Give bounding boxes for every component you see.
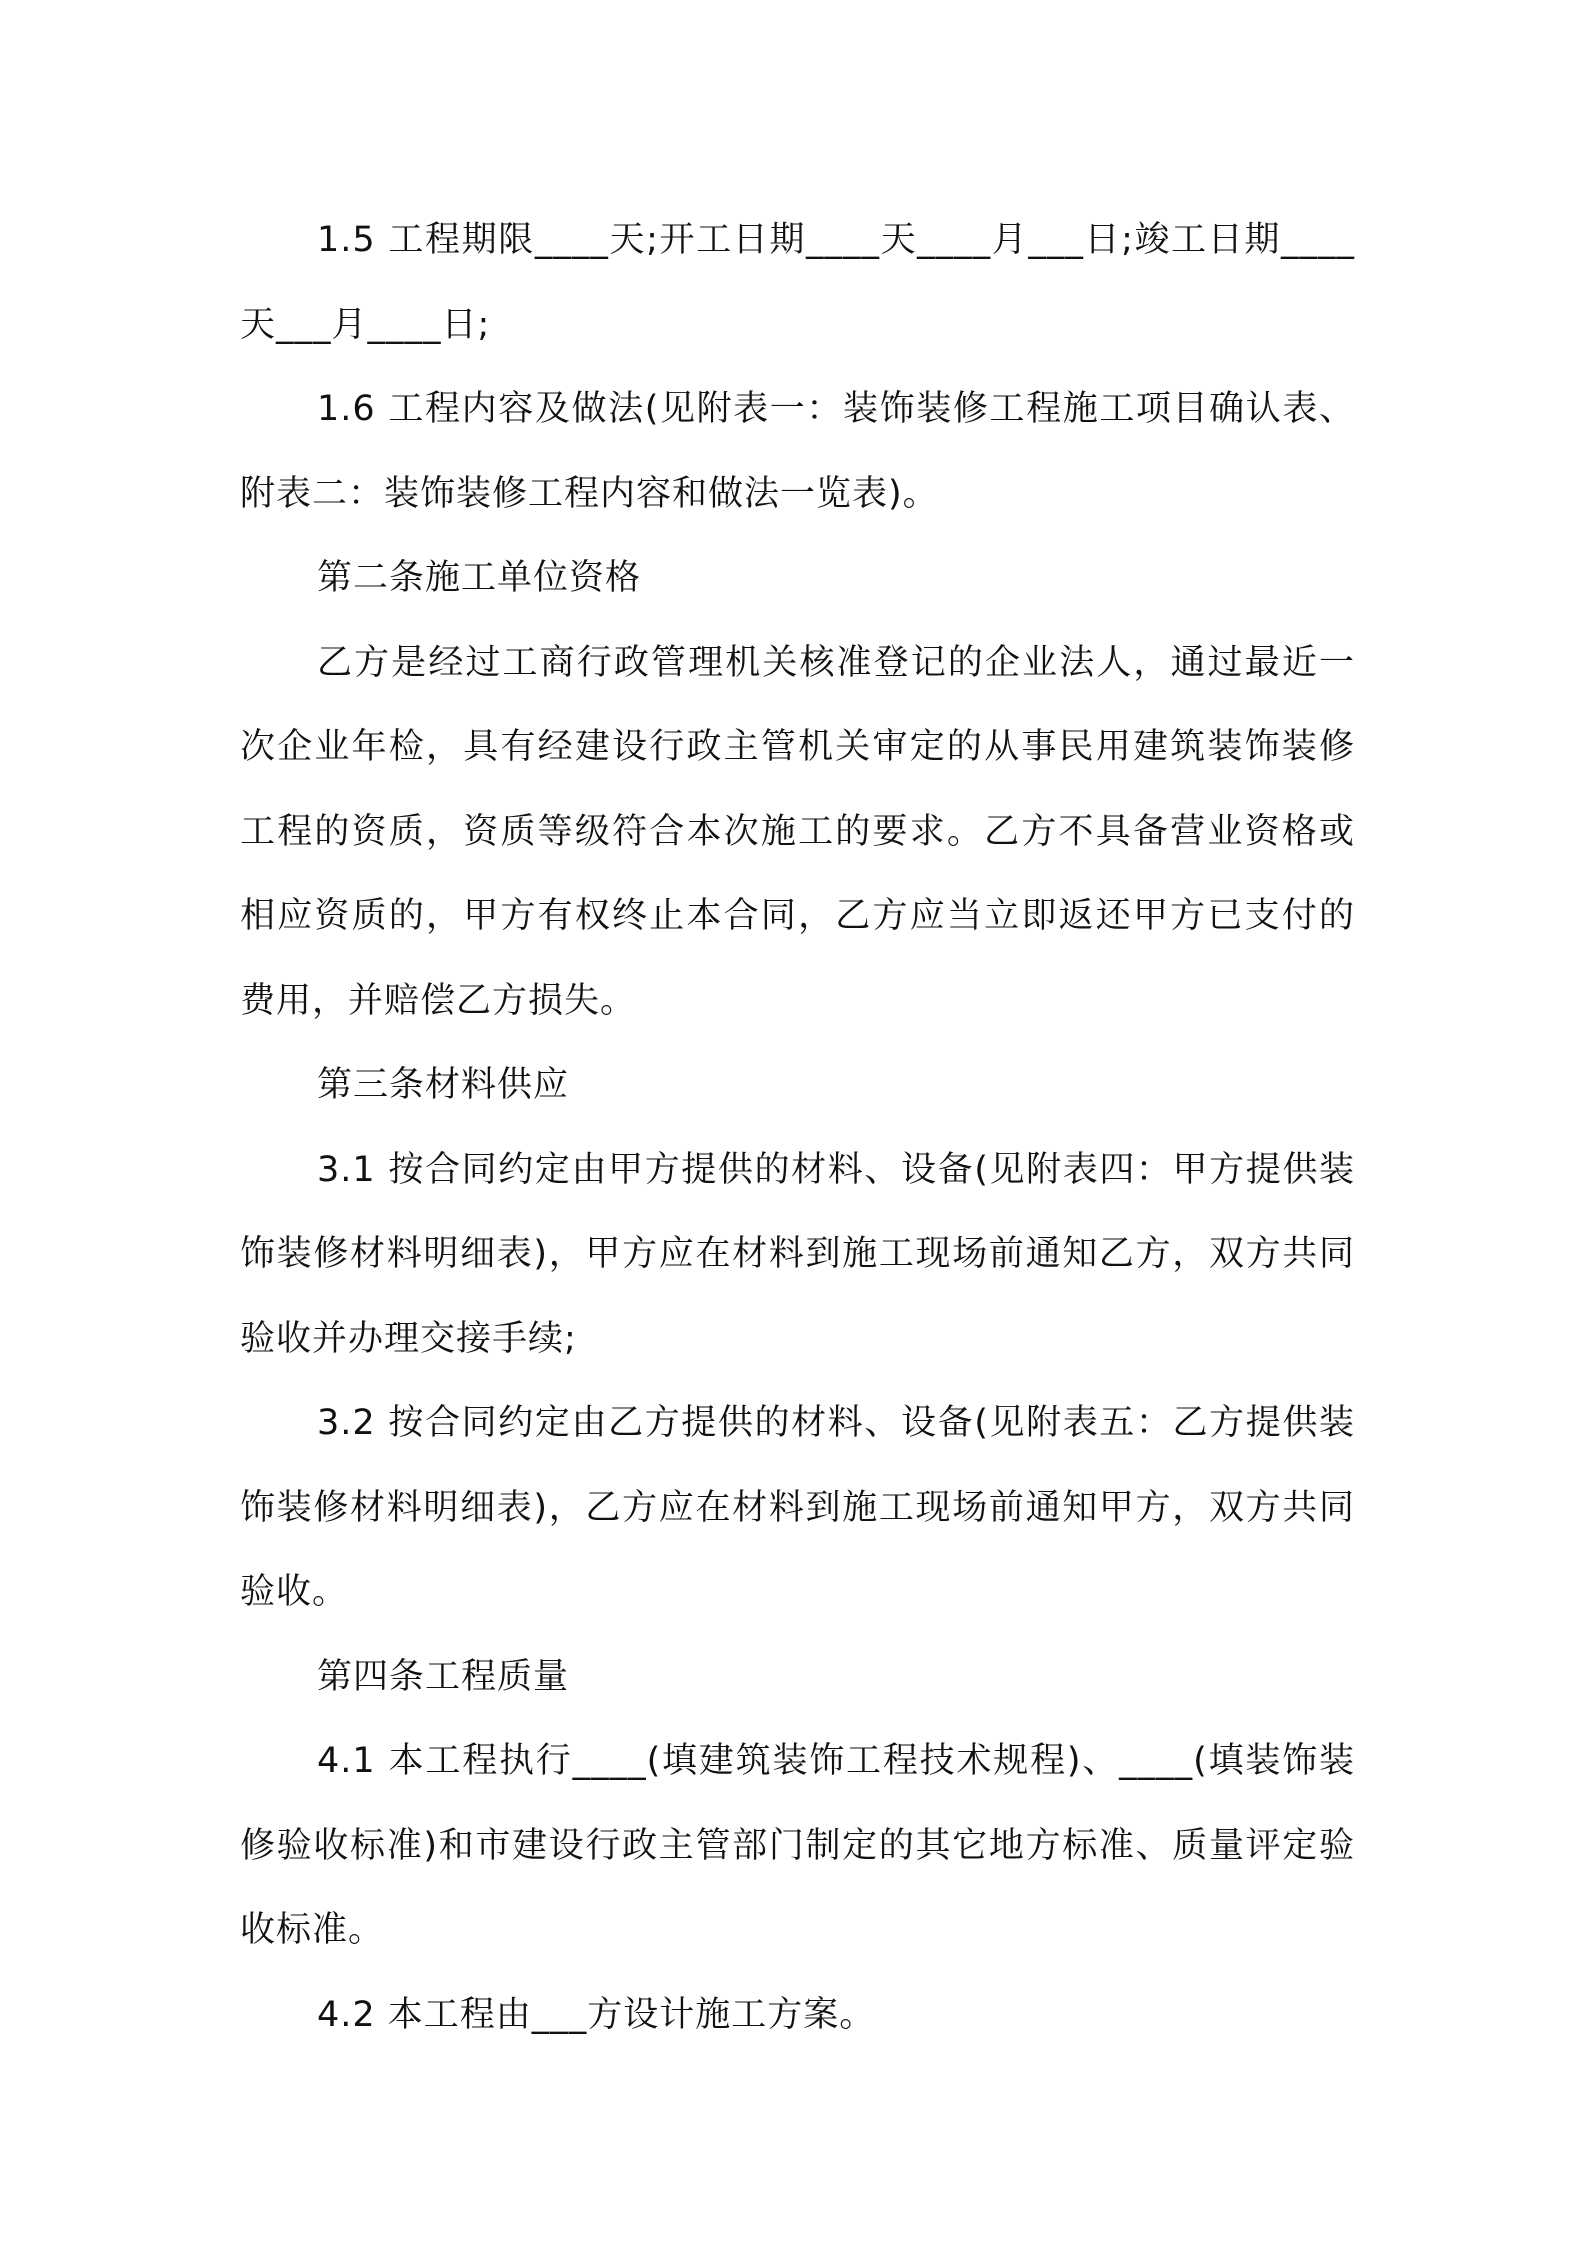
clause-1-6-scope: 1.6 工程内容及做法(见附表一：装饰装修工程施工项目确认表、附表二：装饰装修工程内容和做法一览表)。 <box>240 389 1355 514</box>
clause-4-1-standards: 4.1 本工程执行____(填建筑装饰工程技术规程)、____(填装饰装修验收标准)和市建设行政主管部门制定的其它地方标准、质量评定验收标准。 <box>240 1741 1355 1950</box>
article-2-body: 乙方是经过工商行政管理机关核准登记的企业法人，通过最近一次企业年检，具有经建设行政主管机关审定的从事民用建筑装饰装修工程的资质，资质等级符合本次施工的要求。乙方不具备营业资格或相应资质的，甲方有权终止本合同，乙方应当立即返还甲方已支付的费用，并赔偿乙方损失。 <box>240 642 1355 1021</box>
clause-3-2-party-b-materials: 3.2 按合同约定由乙方提供的材料、设备(见附表五：乙方提供装饰装修材料明细表)，乙方应在材料到施工现场前通知甲方，双方共同验收。 <box>240 1403 1355 1612</box>
article-2-heading: 第二条施工单位资格 <box>317 558 642 598</box>
clause-1-5-schedule: 1.5 工程期限____天;开工日期____天____月___日;竣工日期____天___月____日; <box>240 220 1355 345</box>
article-3-heading: 第三条材料供应 <box>317 1065 570 1105</box>
article-4-heading: 第四条工程质量 <box>317 1656 570 1697</box>
document-body <box>240 198 1355 2057</box>
clause-3-1-party-a-materials: 3.1 按合同约定由甲方提供的材料、设备(见附表四：甲方提供装饰装修材料明细表)，甲方应在材料到施工现场前通知乙方，双方共同验收并办理交接手续; <box>240 1149 1355 1359</box>
clause-4-2-design: 4.2 本工程由___方设计施工方案。 <box>317 1994 876 2035</box>
